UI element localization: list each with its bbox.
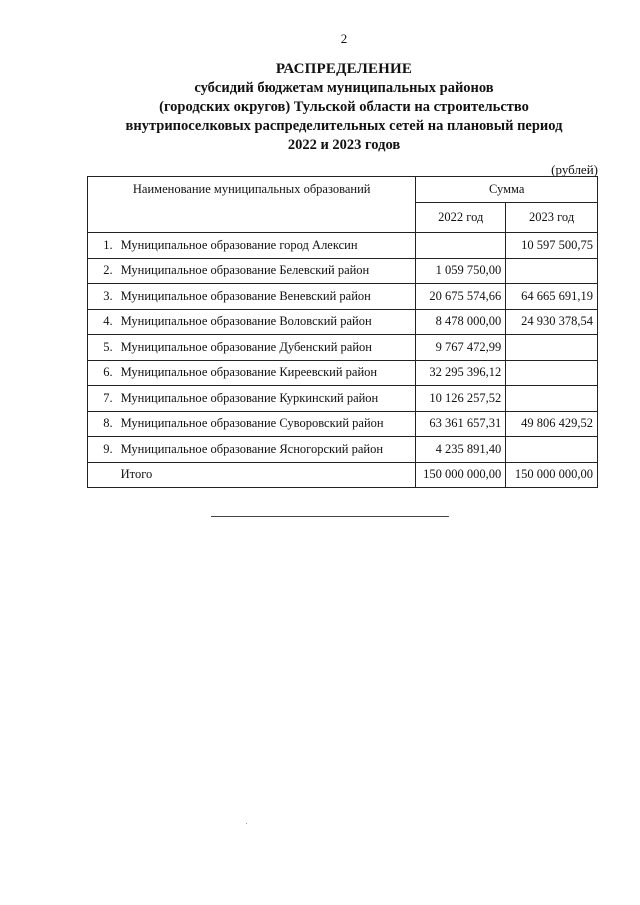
row-value-2022: 10 126 257,52 [416,386,506,412]
table-row [88,309,598,335]
table-row [88,360,598,386]
row-value-2022: 63 361 657,31 [416,411,506,437]
row-name: Муниципальное образование Ясногорский район [115,437,416,463]
title-line-2: (городских округов) Тульской области на строительство [159,99,529,115]
row-name: Муниципальное образование Куркинский район [115,386,416,412]
row-value-2023 [506,335,598,361]
total-value-2022: 150 000 000,00 [416,462,506,488]
total-number [88,462,115,488]
row-value-2023 [506,258,598,284]
row-value-2022 [416,233,506,259]
table-row [88,258,598,284]
units-note: (рублей) [551,162,598,177]
row-value-2022: 8 478 000,00 [416,309,506,335]
row-name: Муниципальное образование город Алексин [115,233,416,259]
row-number: 8. [88,411,115,437]
row-value-2022: 32 295 396,12 [416,360,506,386]
row-value-2022: 4 235 891,40 [416,437,506,463]
row-number: 2. [88,258,115,284]
row-number: 6. [88,360,115,386]
distribution-table [87,176,598,488]
row-value-2023 [506,360,598,386]
row-value-2023 [506,386,598,412]
header-sum: Сумма [416,177,598,203]
row-value-2022: 20 675 574,66 [416,284,506,310]
row-name: Муниципальное образование Дубенский район [115,335,416,361]
row-number: 5. [88,335,115,361]
row-number: 4. [88,309,115,335]
row-value-2023 [506,437,598,463]
header-year-2022: 2022 год [416,202,506,232]
row-value-2022: 1 059 750,00 [416,258,506,284]
row-value-2023: 24 930 378,54 [506,309,598,335]
table-row [88,437,598,463]
total-label: Итого [115,462,416,488]
table-row [88,335,598,361]
row-number: 9. [88,437,115,463]
row-name: Муниципальное образование Белевский район [115,258,416,284]
row-number: 7. [88,386,115,412]
row-name: Муниципальное образование Суворовский район [115,411,416,437]
table-row [88,284,598,310]
title-line-3: внутрипоселковых распределительных сетей на плановый период [125,118,563,134]
row-name: Муниципальное образование Воловский район [115,309,416,335]
total-value-2023: 150 000 000,00 [506,462,598,488]
title-line-1: субсидий бюджетам муниципальных районов [194,80,494,96]
row-value-2023: 64 665 691,19 [506,284,598,310]
table-row [88,386,598,412]
row-name: Муниципальное образование Веневский район [115,284,416,310]
title-heading: РАСПРЕДЕЛЕНИЕ [275,61,413,77]
table-row [88,411,598,437]
title-line-4: 2022 и 2023 годов [287,137,401,153]
row-name: Муниципальное образование Киреевский район [115,360,416,386]
row-value-2023: 10 597 500,75 [506,233,598,259]
end-separator-line [211,516,449,517]
row-number: 1. [88,233,115,259]
header-name: Наименование муниципальных образований [88,177,416,233]
table-row [88,233,598,259]
document-title [0,60,640,155]
header-year-2023: 2023 год [506,202,598,232]
scan-speck [246,823,247,824]
page-number: 2 [340,31,348,46]
total-row [88,462,598,488]
row-value-2023: 49 806 429,52 [506,411,598,437]
row-value-2022: 9 767 472,99 [416,335,506,361]
row-number: 3. [88,284,115,310]
